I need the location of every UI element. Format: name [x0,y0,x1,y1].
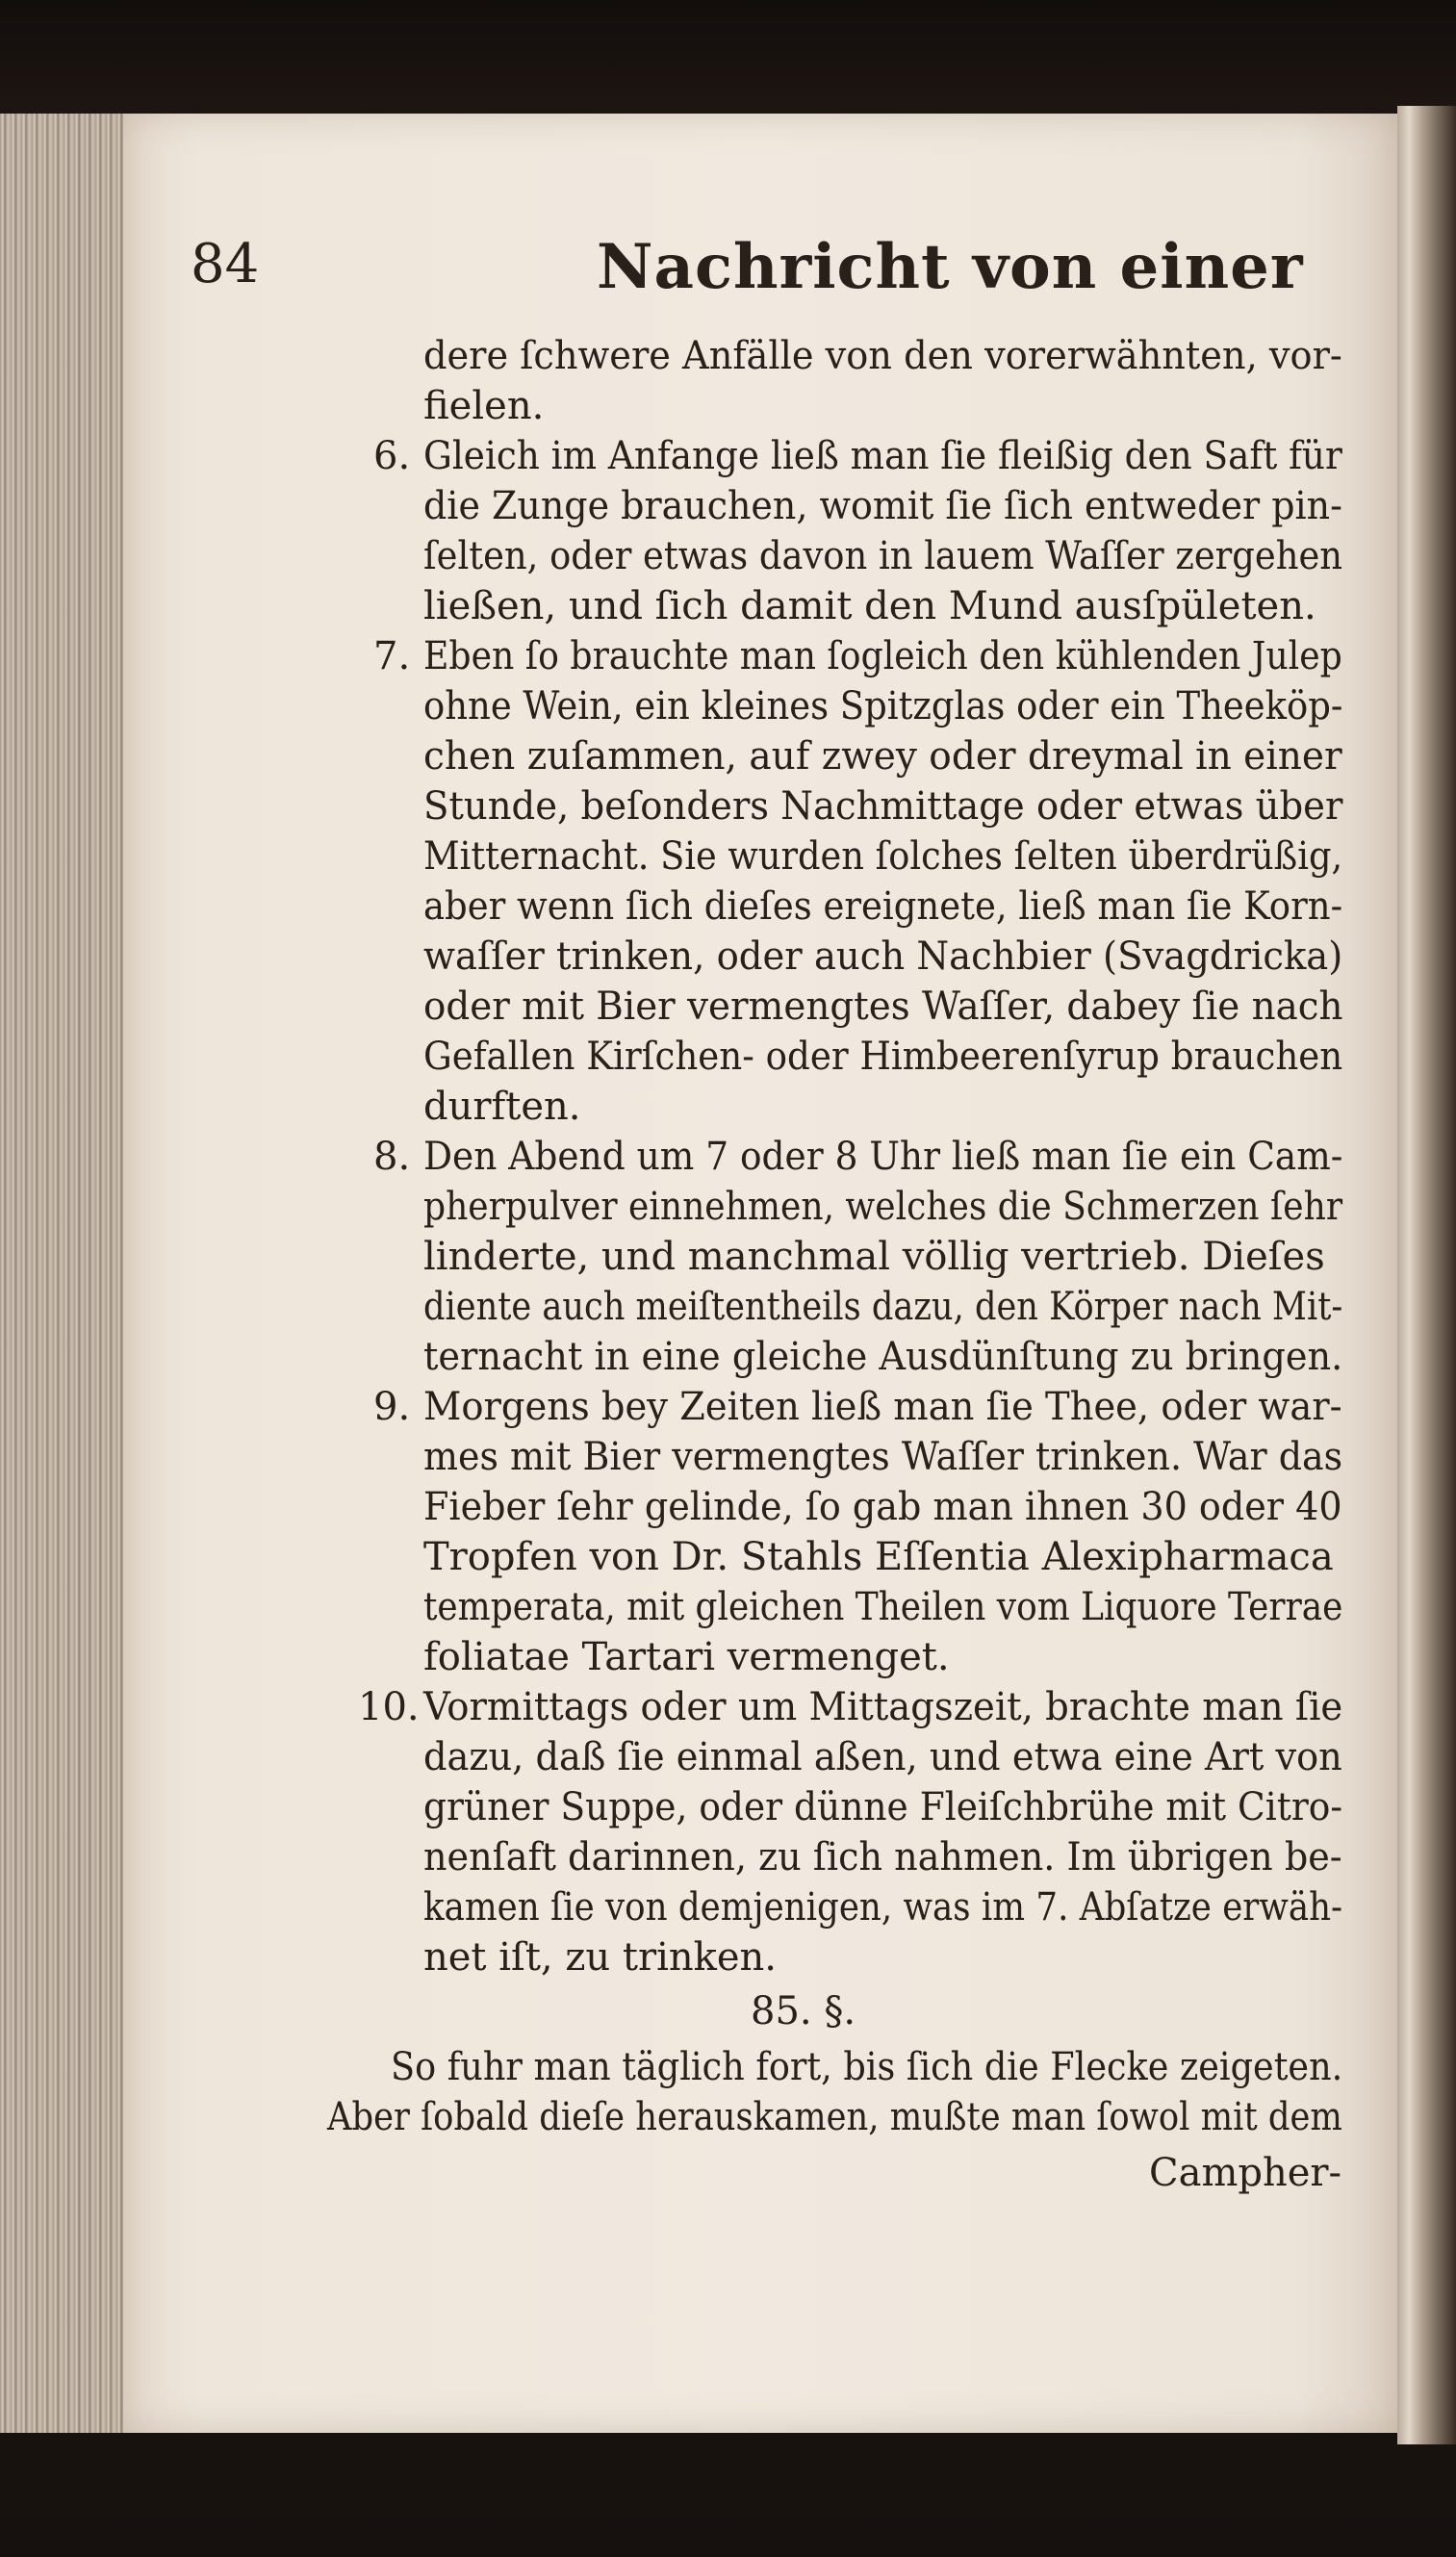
item-number: 7. [373,634,411,678]
text-line: Gleich im Anfange ließ man ſie fleißig den Saft für [423,434,1342,478]
item-number: 6. [373,434,411,478]
text-line: temperata, mit gleichen Theilen vom Liquore Terrae [423,1585,1343,1629]
item-number: 10. [358,1685,420,1729]
text-line: aber wenn ſich dieſes ereignete, ließ man ſie Korn- [423,884,1343,929]
book-page-edges-right [1397,106,1456,2444]
text-line: durften. [423,1085,581,1129]
text-line: grüner Suppe, oder dünne Fleiſchbrühe mit Citro- [423,1785,1343,1829]
running-title: Nachricht von einer [597,231,1304,303]
text-line: Tropfen von Dr. Stahls Eſſentia Alexipharmaca [423,1535,1334,1579]
text-line: chen zuſammen, auf zwey oder dreymal in einer [423,734,1342,779]
book-page-edges-left [0,114,126,2433]
text-line: Mitternacht. Sie wurden ſolches ſelten überdrüßig, [423,834,1343,879]
item-number: 9. [373,1385,411,1429]
text-line: mes mit Bier vermengtes Waſſer trinken. War das [423,1435,1343,1479]
page-number: 84 [191,233,260,295]
text-line: Vormittags oder um Mittagszeit, brachte man ſie [423,1685,1343,1729]
text-line: So fuhr man täglich fort, bis ſich die Flecke zeigeten. [391,2045,1343,2089]
text-line: foliatae Tartari vermenget. [423,1635,950,1679]
text-line: fielen. [423,384,545,428]
text-line: waſſer trinken, oder auch Nachbier (Svagdricka) [423,934,1343,979]
item-number: 8. [373,1135,411,1179]
text-line: die Zunge brauchen, womit ſie ſich entweder pin- [423,484,1342,528]
text-line: kamen ſie von demjenigen, was im 7. Abſatze erwäh- [423,1885,1343,1930]
text-line: Aber ſobald dieſe herauskamen, mußte man ſowol mit dem [327,2095,1342,2139]
text-line: Fieber ſehr gelinde, ſo gab man ihnen 30 oder 40 [423,1485,1342,1529]
text-line: Eben ſo brauchte man ſogleich den kühlenden Julep [423,634,1342,678]
text-line: Morgens bey Zeiten ließ man ſie Thee, oder war- [423,1385,1342,1429]
text-line: Gefallen Kirſchen- oder Himbeerenſyrup brauchen [423,1035,1343,1079]
text-line: ohne Wein, ein kleines Spitzglas oder ein Theeköp- [423,684,1343,729]
text-line: linderte, und manchmal völlig vertrieb. Dieſes [423,1235,1325,1279]
text-line: pherpulver einnehmen, welches die Schmerzen ſehr [423,1185,1343,1229]
text-line: Den Abend um 7 oder 8 Uhr ließ man ſie ein Cam- [423,1135,1343,1179]
text-line: nenſaft darinnen, zu ſich nahmen. Im übrigen be- [423,1835,1342,1879]
text-line: oder mit Bier vermengtes Waſſer, dabey ſie nach [423,984,1343,1029]
text-line: ließen, und ſich damit den Mund ausſpületen. [423,584,1316,628]
text-line: ternacht in eine gleiche Ausdünſtung zu bringen. [423,1335,1343,1379]
text-line: ſelten, oder etwas davon in lauem Waſſer zergehen [423,534,1343,578]
catchword: Campher- [1149,2151,1342,2195]
text-line: net iſt, zu trinken. [423,1935,778,1980]
text-line: dere ſchwere Anfälle von den vorerwähnten, vor- [423,334,1342,378]
text-line: dazu, daß ſie einmal aßen, und etwa eine Art von [423,1735,1342,1779]
section-heading: 85. §. [751,1989,856,2033]
text-line: Stunde, beſonders Nachmittage oder etwas über [423,784,1343,829]
text-line: diente auch meiſtentheils dazu, den Körper nach Mit- [423,1285,1343,1329]
